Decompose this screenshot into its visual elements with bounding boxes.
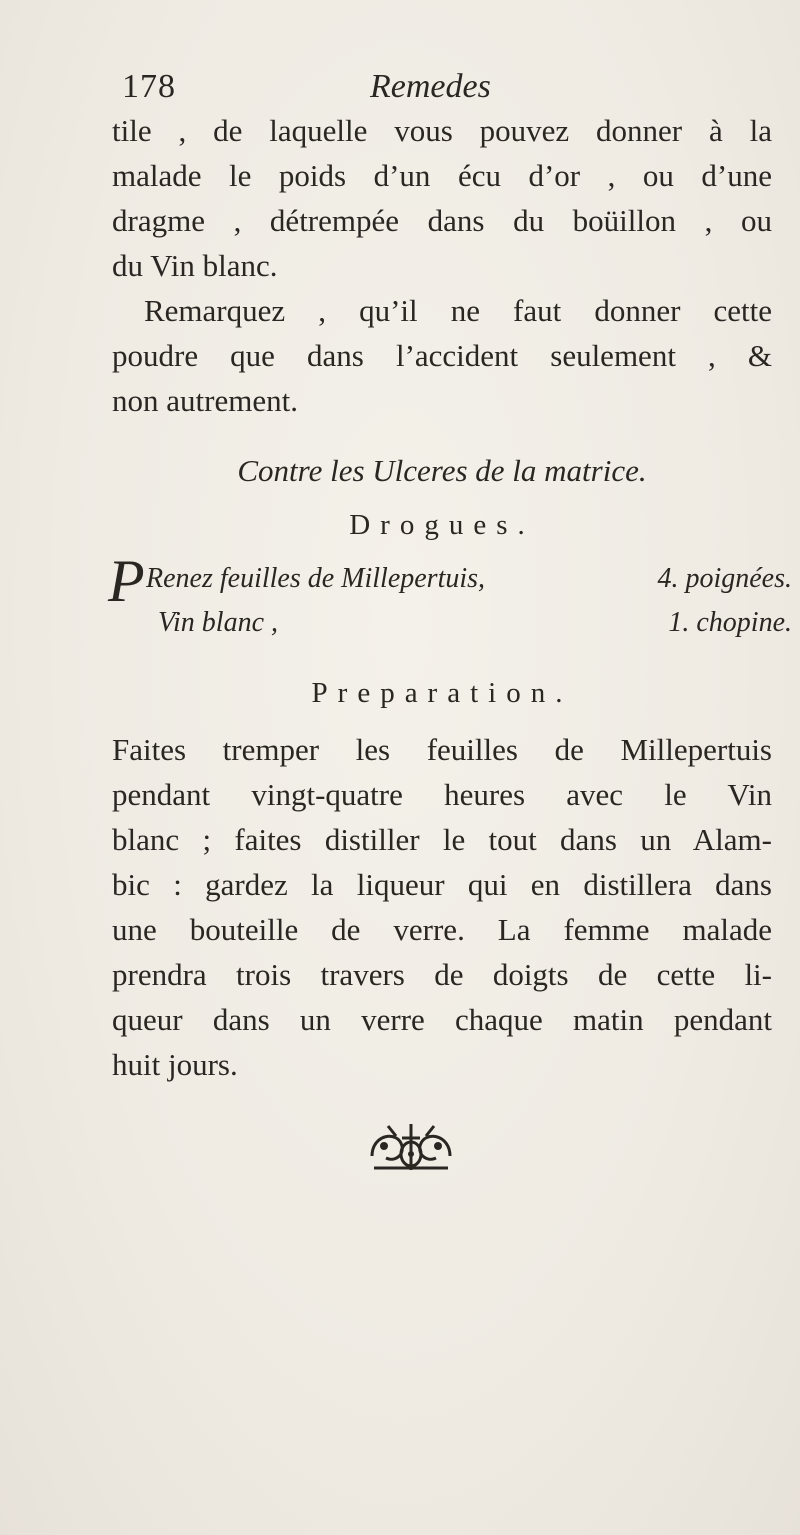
drug-item bbox=[112, 557, 792, 601]
section-heading: Contre les Ulceres de la matrice. bbox=[237, 453, 647, 488]
text-line: Faites tremper les feuilles de Millepertuis bbox=[112, 732, 772, 767]
page-number: 178 bbox=[122, 68, 176, 105]
text-line: tile , de laquelle vous pouvez donner à la bbox=[112, 113, 772, 148]
drug-quantity: 1. chopine. bbox=[668, 607, 792, 638]
text-line: non autrement. bbox=[112, 383, 298, 418]
drugs-heading: Drogues. bbox=[349, 509, 535, 541]
text-line: queur dans un verre chaque matin pendant bbox=[112, 1002, 772, 1037]
preparation-heading: Preparation. bbox=[311, 677, 573, 709]
text-line: une bouteille de verre. La femme malade bbox=[112, 912, 772, 947]
text-line: pendant vingt-quatre heures avec le Vin bbox=[112, 777, 772, 812]
text-line: prendra trois travers de doigts de cette li- bbox=[112, 957, 772, 992]
drop-cap-initial: P bbox=[108, 548, 145, 614]
drug-name: Renez feuilles de Millepertuis, bbox=[146, 563, 486, 594]
text-line: blanc ; faites distiller le tout dans un Alam- bbox=[112, 822, 772, 857]
drug-quantity: 4. poignées. bbox=[657, 563, 792, 594]
paragraph-remark bbox=[112, 288, 772, 423]
text-line: huit jours. bbox=[112, 1047, 238, 1082]
text-line: du Vin blanc. bbox=[112, 248, 278, 283]
drug-name: Vin blanc , bbox=[158, 607, 279, 638]
running-head bbox=[122, 68, 642, 112]
text-line: poudre que dans l’accident seulement , & bbox=[112, 338, 772, 373]
text-line: bic : gardez la liqueur qui en distillera dans bbox=[112, 867, 772, 902]
drug-list bbox=[108, 548, 792, 653]
text-line: malade le poids d’un écu d’or , ou d’une bbox=[112, 158, 772, 193]
fleuron-ornament-icon bbox=[368, 1116, 454, 1178]
text-line: Remarquez , qu’il ne faut donner cette bbox=[144, 293, 772, 328]
page-body bbox=[108, 108, 792, 1087]
text-line: dragme , détrempée dans du boüillon , ou bbox=[112, 203, 772, 238]
drug-item bbox=[112, 601, 792, 645]
paragraph-preparation bbox=[112, 727, 772, 1087]
running-title: Remedes bbox=[370, 68, 491, 105]
paragraph-continuation bbox=[112, 108, 772, 288]
